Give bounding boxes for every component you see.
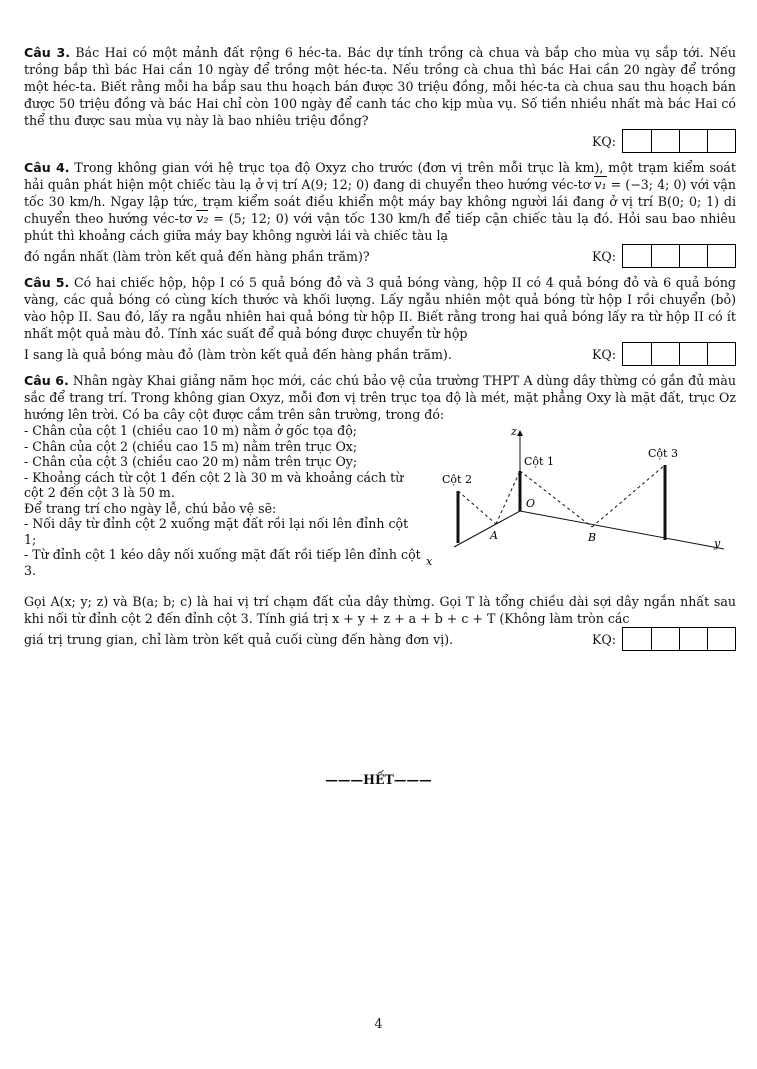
answer-cell[interactable] [707, 245, 735, 267]
label-B: B [588, 531, 597, 544]
question-3-text [24, 44, 736, 129]
question-5-body: Có hai chiếc hộp, hộp I có 5 quả bóng đỏ và 3 quả bóng vàng, hộp II có 4 quả bóng đỏ và 6 quả bóng vàng, các quả bóng có cùng kích thước và khối lượng. Lấy ngẫu nhiên một quả bóng từ hộp I rồi chuyển (bỏ) vào hộp II. Sau đó, lấy ra ngẫu nhiên hai quả bóng từ hộp II. Biết rằng trong hai quả bóng lấy ra từ hộp II có ít nhất một quả màu đỏ. Tính xác suất để quả bóng được chuyển từ hộp [24, 275, 736, 341]
poles-diagram [424, 423, 736, 593]
question-6-last: giá trị trung gian, chỉ làm tròn kết quả cuối cùng đến hàng đơn vị). [24, 631, 454, 647]
question-4-part2: = (−3; 4; 0) với vận tốc 30 km/h. Ngay lập tức, trạm kiểm soát điều khiển một máy bay không người lái đang ở vị trí B(0; 0; 1) di chuyển theo hướng véc-tơ [24, 177, 737, 226]
page-number: 4 [374, 1016, 383, 1031]
answer-cell[interactable] [651, 343, 679, 365]
answer-cell[interactable] [651, 130, 679, 152]
answer-row-5 [24, 342, 736, 366]
question-4-part3: = (5; 12; 0) với vận tốc 130 km/h để tiếp cận chiếc tàu lạ đó. Hỏi sau bao nhiêu phút thì khoảng cách giữa máy bay không người lái và chiếc tàu lạ [24, 211, 736, 243]
question-6-label: Câu 6. [24, 373, 69, 388]
label-x: x [426, 555, 433, 568]
list-item: - Chân của cột 2 (chiều cao 15 m) nằm trên trục Ox; [24, 438, 358, 454]
answer-cell[interactable] [623, 628, 651, 650]
answer-cell[interactable] [623, 245, 651, 267]
rope-B-3 [592, 465, 665, 527]
list-item: - Nối dây từ đỉnh cột 2 xuống mặt đất rồi lại nối lên đỉnh cột 1; [24, 516, 409, 547]
answer-cell[interactable] [651, 245, 679, 267]
answer-cell[interactable] [679, 130, 707, 152]
label-O: O [526, 497, 536, 510]
answer-cell[interactable] [679, 628, 707, 650]
answer-cell[interactable] [651, 628, 679, 650]
question-6-intro-text: Nhân ngày Khai giảng năm học mới, các chú bảo vệ của trường THPT A dùng dây thừng có gắn đủ màu sắc để trang trí. Trong không gian Oxyz, mỗi đơn vị trên trục tọa độ là mét, mặt phẳng Oxy là mặt đất, trục Oz hướng lên trời. Có ba cây cột được cắm trên sân trường, trong đó: [24, 373, 736, 422]
answer-cell[interactable] [707, 343, 735, 365]
label-cot2: Cột 2 [442, 473, 472, 486]
question-4-label: Câu 4. [24, 160, 70, 175]
question-6-outro: Gọi A(x; y; z) và B(a; b; c) là hai vị trí chạm đất của dây thừng. Gọi T là tổng chiều dài sợi dây ngắn nhất sau khi nối từ đỉnh cột 2 đến đỉnh cột 3. Tính giá trị x + y + z + a + b + c + T (Không làm tròn các [24, 594, 736, 626]
answer-cell[interactable] [623, 343, 651, 365]
y-axis [520, 511, 724, 549]
vector-v1: v₁ [594, 177, 607, 192]
question-6-intro [24, 372, 736, 423]
question-4-last: đó ngắn nhất (làm tròn kết quả đến hàng phần trăm)? [24, 248, 370, 264]
answer-box-4[interactable] [622, 244, 736, 268]
answer-cell[interactable] [623, 130, 651, 152]
question-3 [24, 44, 736, 153]
question-6 [24, 372, 736, 651]
kq-label: KQ: [592, 248, 616, 264]
list-item: - Khoảng cách từ cột 1 đến cột 2 là 30 m và khoảng cách từ cột 2 đến cột 3 là 50 m. [24, 469, 404, 500]
answer-cell[interactable] [679, 245, 707, 267]
question-4-text [24, 159, 736, 244]
question-3-label: Câu 3. [24, 45, 71, 60]
answer-cell[interactable] [679, 343, 707, 365]
question-3-body: Bác Hai có một mảnh đất rộng 6 héc-ta. Bác dự tính trồng cà chua và bắp cho mùa vụ sắp tới. Nếu trồng bắp thì bác Hai cần 10 ngày để trồng một héc-ta. Nếu trồng cà chua thì bác Hai cần 20 ngày để trồng một héc-ta. Biết rằng mỗi ha bắp sau thu hoạch bán được 30 triệu đồng, mỗi héc-ta cà chua sau thu hoạch bán được 50 triệu đồng và bác Hai chỉ còn 100 ngày để canh tác cho kịp mùa vụ. Số tiền nhiều nhất mà bác Hai có thể thu được sau mùa vụ này là bao nhiêu triệu đồng? [24, 45, 736, 128]
label-z: z [511, 425, 517, 438]
question-6-list [24, 423, 424, 593]
list-item: - Chân của cột 3 (chiều cao 20 m) nằm trên trục Oy; [24, 454, 358, 469]
vector-v2: v₂ [196, 211, 209, 226]
answer-box-3[interactable] [622, 129, 736, 153]
kq-label: KQ: [592, 133, 616, 149]
list-item: Để trang trí cho ngày lễ, chú bảo vệ sẽ: [24, 500, 277, 516]
poles-diagram-svg [424, 423, 736, 593]
question-4-part1: Trong không gian với hệ trục tọa độ Oxyz cho trước (đơn vị trên mỗi trục là km), một trạm kiểm soát hải quân phát hiện một chiếc tàu lạ ở vị trí A(9; 12; 0) đang di chuyển theo hướng véc-tơ [24, 160, 736, 192]
rope-A-1 [496, 471, 520, 524]
list-item: - Từ đỉnh cột 1 kéo dây nối xuống mặt đất rồi tiếp lên đỉnh cột 3. [24, 547, 421, 578]
answer-row-3 [24, 129, 736, 153]
list-item: - Chân của cột 1 (chiều cao 10 m) nằm ở gốc tọa độ; [24, 423, 358, 438]
answer-box-5[interactable] [622, 342, 736, 366]
question-6-body [24, 423, 736, 593]
label-A: A [490, 529, 498, 542]
kq-label: KQ: [592, 631, 616, 647]
answer-row-6 [24, 627, 736, 651]
question-5-label: Câu 5. [24, 275, 70, 290]
label-cot3: Cột 3 [648, 447, 678, 460]
question-4 [24, 159, 736, 268]
answer-box-6[interactable] [622, 627, 736, 651]
answer-row-4 [24, 244, 736, 268]
rope-2-A [458, 491, 496, 524]
end-marker: ———HẾT——— [325, 772, 432, 787]
answer-cell[interactable] [707, 130, 735, 152]
question-5 [24, 274, 736, 366]
label-cot1: Cột 1 [524, 455, 554, 468]
question-5-last: I sang là quả bóng màu đỏ (làm tròn kết quả đến hàng phần trăm). [24, 346, 452, 362]
label-y: y [714, 537, 721, 550]
kq-label: KQ: [592, 346, 616, 362]
question-5-text [24, 274, 736, 342]
answer-cell[interactable] [707, 628, 735, 650]
